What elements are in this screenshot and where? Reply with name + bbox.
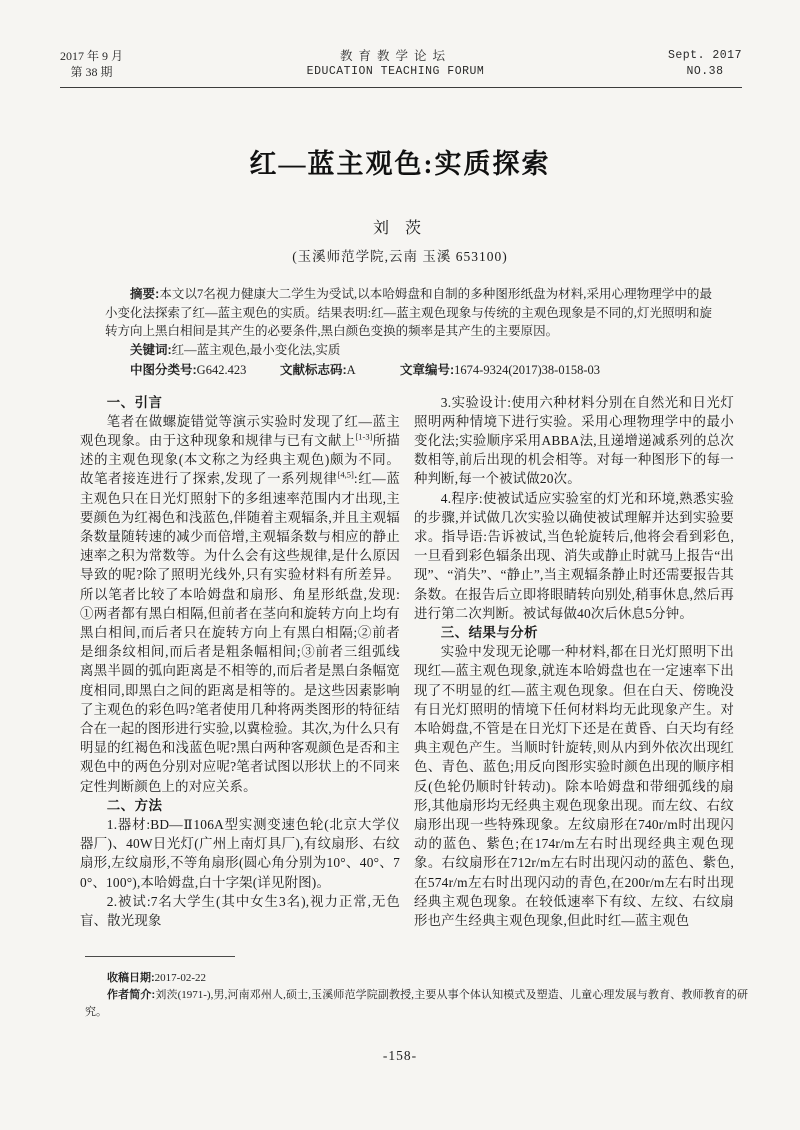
header-left-block xyxy=(60,48,123,80)
bio-label: 作者简介: xyxy=(107,989,156,1001)
header-right-block xyxy=(668,48,742,80)
footnote-block xyxy=(85,956,748,1021)
design-paragraph: 3.实验设计:使用六种材料分别在自然光和日光灯照明两种情境下进行实验。采用心理物理学中的最小变化法;实验顺序采用ABBA法,且递增递减系列的总次数相等,前后出现的机会相等。对每一种图形下的每一种判断,每一个被试做20次。 xyxy=(414,394,734,487)
citation-ref-2: [4,5] xyxy=(337,469,354,480)
section-heading-method: 二、方法 xyxy=(106,797,163,813)
footnote-received xyxy=(85,970,748,987)
clc-value: G642.423 xyxy=(196,363,247,377)
section-heading-results: 三、结果与分析 xyxy=(440,624,539,640)
body-columns xyxy=(80,393,734,955)
keywords-text: 红—蓝主观色,最小变化法,实质 xyxy=(171,342,341,357)
keywords-paragraph xyxy=(105,341,712,360)
article-no-label: 文章编号: xyxy=(400,363,455,377)
section-heading-intro: 一、引言 xyxy=(106,394,163,410)
abstract-paragraph xyxy=(105,285,712,341)
abstract-block xyxy=(105,285,712,380)
clc-group xyxy=(130,361,280,380)
intro-paragraph xyxy=(80,412,400,796)
header-center-block xyxy=(307,48,485,80)
clc-label: 中图分类号: xyxy=(130,363,197,377)
doc-code-value: A xyxy=(346,363,356,377)
right-column xyxy=(414,393,734,955)
author-name: 刘 茨 xyxy=(372,220,427,237)
subjects-paragraph: 2.被试:7名大学生(其中女生3名),视力正常,无色盲、散光现象 xyxy=(80,893,400,928)
intro-text-2: 所描述的主观色现象(本文称之为经典主观色)颇为不同。故笔者接连进行了探索,发现了一系列规律 xyxy=(80,432,400,487)
journal-header xyxy=(60,0,742,88)
keywords-label: 关键词: xyxy=(130,342,172,357)
journal-issue-cn: 第 38 期 xyxy=(70,65,113,79)
intro-text-1: 笔者在做螺旋错觉等演示实验时发现了红—蓝主观色现象。由于这种现象和规律与已有文献上 xyxy=(80,413,400,448)
received-label: 收稿日期: xyxy=(107,972,155,984)
article-no-value: 1674-9324(2017)38-0158-03 xyxy=(454,363,600,377)
doc-code-group xyxy=(280,361,400,380)
page-number: -158- xyxy=(382,1048,418,1063)
footnote-bio xyxy=(85,987,748,1021)
intro-text-3: :红—蓝主观色只在日光灯照射下的多组速率范围内才出现,主要颜色为红褐色和浅蓝色,伴随着主观辐条,并且主观辐条数量随转速的减少而倍增,主观辐条数与相应的静止速率之积为常数等。为什么会有这些规律,是什么原因导致的呢?除了照明光线外,只有实验材料有所差异。所以笔者比较了本哈姆盘和扇形、角星形纸盘,发现:①两者都有黑白相隔,但前者在茎向和旋转方向上均有黑白相间,而后者只在旋转方向上有黑白相隔;②前者是细条纹相间,而后者是粗条幅相间;③前者三组弧线离黑半圆的弧向距离是不相等的,而后者是黑白条幅宽度相同,即黑白之间的距离是相等的。是这些因素影响了主观色的彩色吗?笔者使用几种将两类图形的特征结合在一起的图形进行实验,以冀检验。其次,为什么只有明显的红褐色和浅蓝色呢?黑白两种客观颜色是否和主观色中的两色分别对应呢?笔者试图以形状上的不同来定性判断颜色上的对应关系。 xyxy=(80,471,400,794)
received-value: 2017-02-22 xyxy=(154,972,206,984)
abstract-text: 本文以7名视力健康大二学生为受试,以本哈姆盘和自制的多种图形纸盘为材料,采用心理物理学中的最小变化法探索了红—蓝主观色的实质。结果表明:红—蓝主观色现象与传统的主观色现象是不同的,灯光照明和旋转方向上黑白相间是其产生的必要条件,黑白颜色变换的频率是其产生的主要原因。 xyxy=(105,287,712,338)
abstract-label: 摘要: xyxy=(130,287,160,301)
journal-issue-en: NO.38 xyxy=(686,65,724,78)
citation-ref-1: [1-3] xyxy=(355,431,373,442)
article-title: 红—蓝主观色:实质探索 xyxy=(249,149,551,179)
journal-name-cn: 教育教学论坛 xyxy=(339,49,451,63)
materials-paragraph: 1.器材:BD—Ⅱ106A型实测变速色轮(北京大学仪器厂)、40W日光灯(广州上南灯具厂),有纹扇形、右纹扇形,左纹扇形,不等角扇形(圆心角分别为10°、40°、70°、100°),本哈姆盘,白十字架(详见附图)。 xyxy=(80,816,400,890)
bio-text: 刘茨(1971-),男,河南邓州人,硕士,玉溪师范学院副教授,主要从事个体认知模式及塑造、儿童心理发展与教育、教师教育的研究。 xyxy=(85,989,748,1018)
doc-code-label: 文献标志码: xyxy=(280,363,347,377)
journal-name-en: EDUCATION TEACHING FORUM xyxy=(306,65,485,78)
author-affiliation: (玉溪师范学院,云南 玉溪 653100) xyxy=(292,249,508,264)
left-column xyxy=(80,393,400,955)
journal-date-en: Sept. 2017 xyxy=(667,49,742,62)
classification-row xyxy=(105,361,712,380)
procedure-paragraph: 4.程序:使被试适应实验室的灯光和环境,熟悉实验的步骤,并试做几次实验以确使被试理解并达到实验要求。指导语:告诉被试,当色轮旋转后,他将会看到彩色,一旦看到彩色辐条出现、消失或静止时就马上报告“出现”、“消失”、“静止”,当主观辐条静止时还需要报告其条数。在报告后立即将眼睛转向别处,稍事休息,然后再进行第二次判断。被试每做40次后休息5分钟。 xyxy=(414,490,734,621)
article-no-group xyxy=(400,361,600,380)
journal-date-cn: 2017 年 9 月 xyxy=(60,49,124,63)
footnote-divider xyxy=(85,956,235,957)
results-paragraph: 实验中发现无论哪一种材料,都在日光灯照明下出现红—蓝主观色现象,就连本哈姆盘也在一定速率下出现了不明显的红—蓝主观色现象。但在白天、傍晚没有日光灯照明的情境下任何材料均无此现象产生。对本哈姆盘,不管是在日光灯下还是在黄昏、白天均有经典主观色产生。当顺时针旋转,则从内到外依次出现红色、青色、蓝色;用反向图形实验时颜色出现的顺序相反(色轮仍顺时针转动)。除本哈姆盘和带细弧线的扇形,其他扇形均无经典主观色现象出现。而左纹、右纹扇形出现一些特殊现象。左纹扇形在740r/m时出现闪动的蓝色、紫色;在174r/m左右时出现经典主观色现象。右纹扇形在712r/m左右时出现闪动的蓝色、紫色,在574r/m左右时出现闪动的青色,在200r/m左右时出现经典主观色现象。在较低速率下有纹、左纹、右纹扇形也产生经典主观色现象,但此时红—蓝主观色 xyxy=(414,644,734,928)
